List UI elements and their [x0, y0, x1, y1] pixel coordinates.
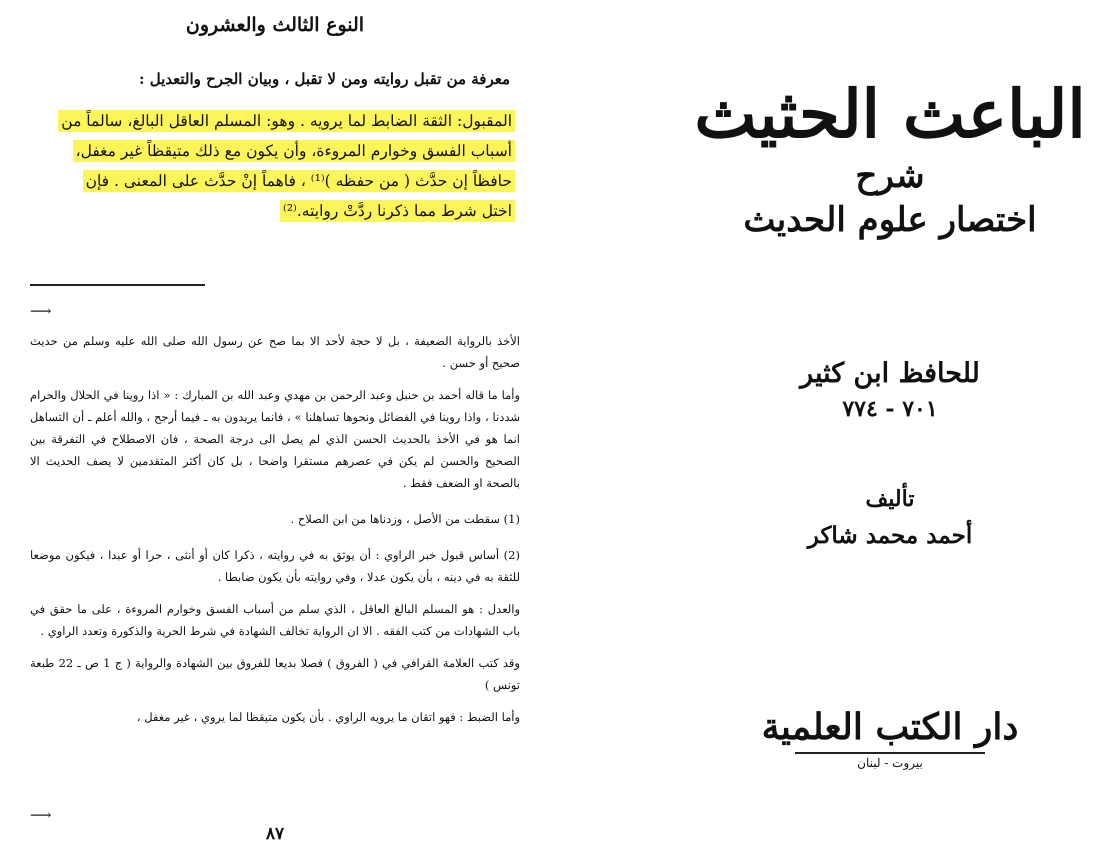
highlighted-line-text: اختل شرط مما ذكرنا ردَّتْ روايته.⁽²⁾ — [280, 200, 515, 222]
book-sharh: شرح — [855, 156, 925, 196]
left-page — [30, 0, 520, 854]
highlighted-line — [55, 196, 515, 226]
right-page-title — [690, 0, 1090, 854]
publisher-logo: دار الكتب العلمية — [761, 706, 1019, 748]
chapter-title: النوع الثالث والعشرون — [185, 14, 365, 36]
footnote-1: (1) سقطت من الأصل ، وزدناها من ابن الصلاح . — [290, 512, 520, 526]
highlighted-line-text: المقبول: الثقة الضابط لما يرويه . وهو: المسلم العاقل البالغ، سالماً من — [58, 110, 515, 132]
arrow-ornament-icon: ⟶ — [30, 806, 50, 824]
publisher-city: بيروت - لبنان — [857, 756, 923, 770]
note-paragraph: وأما الضبط : فهو اتقان ما يرويه الراوي . بأن يكون متيقظا لما يروي ، غير مغفل ، — [136, 710, 520, 724]
highlighted-line — [55, 106, 515, 136]
arrow-ornament-icon: ⟶ — [30, 302, 50, 320]
editor-name: أحمد محمد شاكر — [807, 522, 973, 549]
by-label: تأليف — [865, 486, 915, 512]
note-paragraph: وقد كتب العلامة القرافي في ( الفروق ) فصلا بديعا للفروق بين الشهادة والرواية ( ج 1 ص ـ 22 طبعة تونس ) — [30, 656, 520, 692]
note-paragraph: والعدل : هو المسلم البالغ العاقل ، الذي سلم من أسباب الفسق وخوارم المروءة ، على ما حقق في باب الشهادات من كتب الفقه . الا ان الرواية تخالف الشهادة في شرط الحرية والذكورة وتعدد الراوي . — [30, 602, 520, 638]
author-dates: ٧٠١ - ٧٧٤ — [842, 396, 938, 422]
note-paragraph: الأخذ بالرواية الضعيفة ، بل لا حجة لأحد الا بما صح عن رسول الله صلى الله عليه وسلم من حديث صحيح أو حسن . — [30, 334, 520, 370]
book-subtitle: اختصار علوم الحديث — [743, 200, 1037, 240]
highlighted-line-text: حافظاً إن حدَّث ( من حفظه )⁽¹⁾ ، فاهماً إنْ حدَّث على المعنى . فإن — [83, 170, 515, 192]
author-name: للحافظ ابن كثير — [800, 358, 980, 389]
page-number: ٨٧ — [265, 824, 285, 844]
footnote-divider — [30, 284, 205, 286]
highlighted-line-text: أسباب الفسق وخوارم المروءة، وأن يكون مع ذلك متيقظاً غير مغفل، — [73, 140, 515, 162]
footnotes — [30, 330, 520, 738]
footnote-2: (2) أساس قبول خبر الراوي : أن يوثق به في روايته ، ذكرا كان أو أنثى ، حرا أو عبدا ، فيكون موضعا للثقة به في دينه ، بأن يكون عدلا ، وفي روايته بأن يكون ضابطا . — [30, 548, 520, 584]
highlighted-passage[interactable] — [55, 106, 515, 226]
note-paragraph: وأما ما قاله أحمد بن حنبل وعبد الرحمن بن مهدي وعبد الله بن المبارك : « اذا روينا في الحلال والحرام شددنا ، واذا روينا في الفضائل ونحوها تساهلنا » ، فانما يريدون به ـ فيما أرجح ، والله أعلم ـ أن التساهل انما هو في الأخذ بالحديث الحسن الذي لم يصل الى درجة الصحة ، فان الاصطلاح في التفرقة بين الصحيح والحسن لم يكن في عصرهم مستقرا واضحا ، بل كان أكثر المتقدمين لا يصف الحديث الا بالصحة او الضعف فقط . — [30, 388, 520, 490]
highlighted-line — [55, 166, 515, 196]
book-title: الباعث الحثيث — [694, 75, 1086, 153]
chapter-subtitle: معرفة من تقبل روايته ومن لا تقبل ، وبيان الجرح والتعديل : — [138, 70, 510, 88]
highlighted-line — [55, 136, 515, 166]
publisher-divider — [795, 752, 985, 754]
